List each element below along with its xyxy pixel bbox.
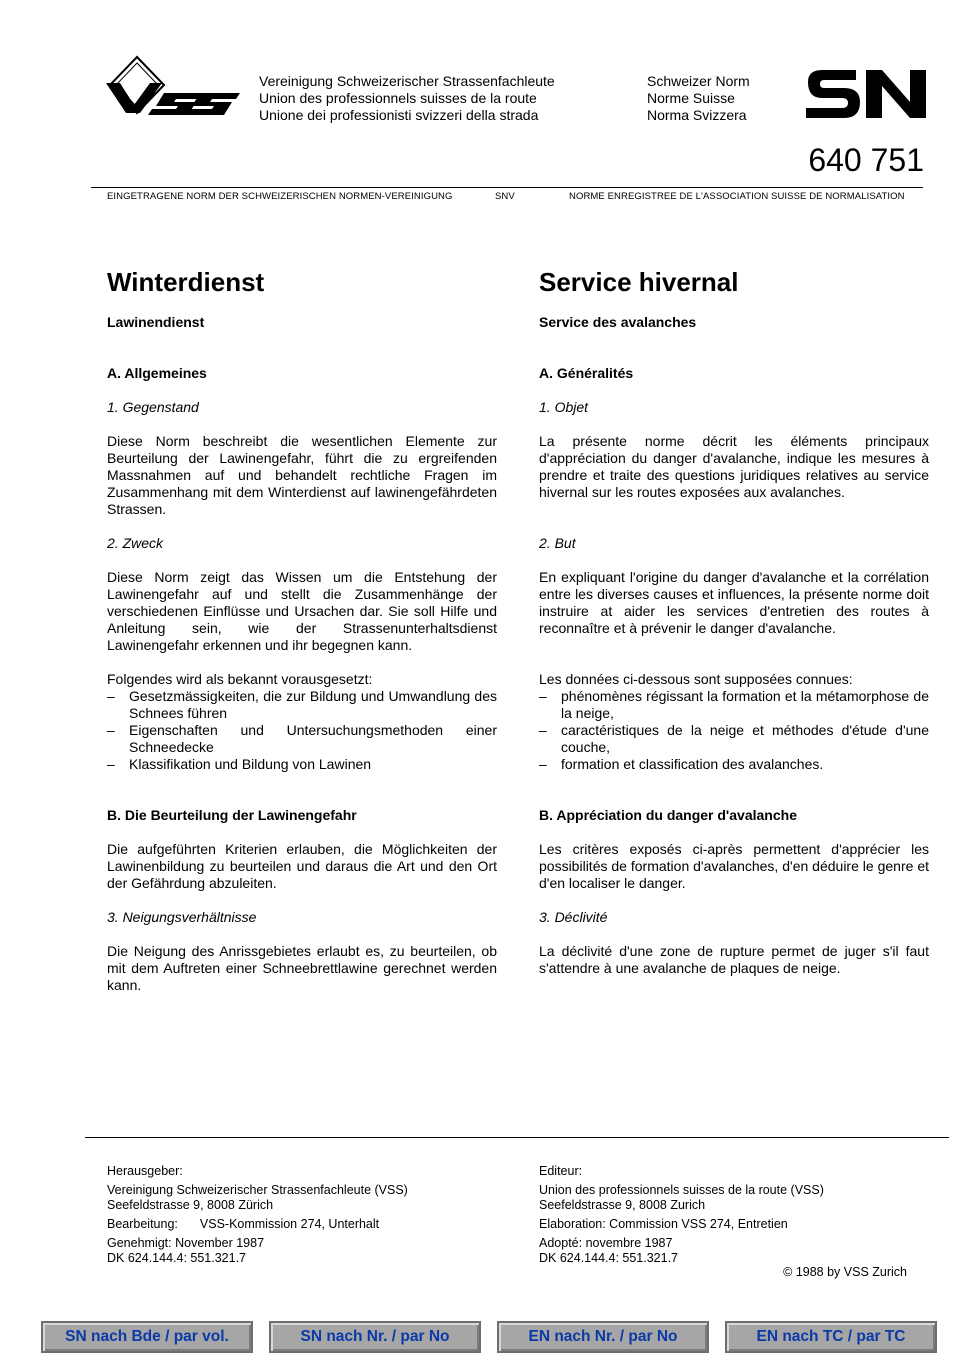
title-fr: Service hivernal	[539, 267, 739, 297]
list-item: – Eigenschaften und Untersuchungsmethoden einer Schneedecke	[107, 722, 497, 756]
editor-name-fr: Union des professionnels suisses de la route (VSS)	[539, 1183, 824, 1197]
organization-names	[259, 73, 555, 124]
editor-address-de: Seefeldstrasse 9, 8008 Zürich	[107, 1198, 274, 1212]
elaboration-de	[107, 1217, 507, 1232]
subsection-2-heading-fr: 2. But	[539, 535, 576, 551]
registration-fr: NORME ENREGISTREE DE L'ASSOCIATION SUISSE DE NORMALISATION	[569, 191, 905, 202]
subsection-2-heading-de: 2. Zweck	[107, 535, 164, 551]
en-by-number-button[interactable]: EN nach Nr. / par No	[497, 1321, 709, 1353]
editor-address-fr: Seefeldstrasse 9, 8008 Zurich	[539, 1198, 706, 1212]
header-divider	[91, 187, 923, 188]
paragraph-4-fr: Les critères exposés ci-après permettent d'apprécier les possibilités de formation d'avalanches, d'en déduire le genre et d'en localiser le danger.	[539, 841, 929, 891]
paragraph-2-de: Diese Norm zeigt das Wissen um die Entstehung der Lawinengefahr auf und stellt die Zusammenhänge der verschiedenen Einflüsse und Ursachen dar. Sie soll Hilfe und Anleitung sein, wie der Strassenunterhaltsdienst Lawinengefahr erkennen und ihr begegnen kann.	[107, 569, 497, 653]
norm-type-de: Schweizer Norm	[647, 73, 750, 89]
column-french	[539, 267, 929, 977]
sn-by-number-button[interactable]: SN nach Nr. / par No	[269, 1321, 481, 1353]
org-name-fr: Union des professionnels suisses de la route	[259, 90, 537, 106]
editor-name-de: Vereinigung Schweizerischer Strassenfachleute (VSS)	[107, 1183, 408, 1197]
list-item: – Klassifikation und Bildung von Lawinen	[107, 756, 497, 773]
title-de: Winterdienst	[107, 267, 265, 297]
copyright: © 1988 by VSS Zurich	[783, 1265, 907, 1279]
norm-type-names	[647, 73, 750, 124]
approved-de: Genehmigt: November 1987	[107, 1236, 265, 1250]
sn-logo	[804, 68, 928, 120]
org-name-de: Vereinigung Schweizerischer Strassenfachleute	[259, 73, 555, 89]
dk-code-de: DK 624.144.4: 551.321.7	[107, 1251, 247, 1265]
footer-french	[539, 1164, 929, 1280]
subsection-1-heading-fr: 1. Objet	[539, 399, 589, 415]
norm-type-it: Norma Svizzera	[647, 107, 747, 123]
column-german	[107, 267, 497, 994]
paragraph-5-fr: La déclivité d'une zone de rupture permet de juger s'il faut s'attendre à une avalanche de plaques de neige.	[539, 943, 929, 976]
footer-german	[107, 1164, 507, 1266]
sn-by-volume-button[interactable]: SN nach Bde / par vol.	[41, 1321, 253, 1353]
paragraph-5-de: Die Neigung des Anrissgebietes erlaubt es, zu beurteilen, ob mit dem Auftreten einer Schneebrettlawine gerechnet werden kann.	[107, 943, 497, 993]
footer-divider	[85, 1137, 949, 1138]
elaboration-label-de: Bearbeitung:	[107, 1217, 178, 1231]
elaboration-fr: Elaboration: Commission VSS 274, Entretien	[539, 1217, 788, 1231]
en-by-tc-button[interactable]: EN nach TC / par TC	[725, 1321, 937, 1353]
elaboration-value-de: VSS-Kommission 274, Unterhalt	[199, 1217, 380, 1231]
norm-type-fr: Norme Suisse	[647, 90, 735, 106]
list-item: – caractéristiques de la neige et méthodes d'étude d'une couche,	[539, 722, 929, 756]
section-b-heading-de: B. Die Beurteilung der Lawinengefahr	[107, 807, 357, 823]
paragraph-1-fr: La présente norme décrit les éléments principaux d'appréciation du danger d'avalanche, indique les mesures à prendre et traite des questions juridiques relatives au service hivernal sur les routes exposées aux avalanches.	[539, 433, 929, 500]
editor-label-fr: Editeur:	[539, 1164, 583, 1178]
assumptions-list-de	[107, 688, 497, 773]
subsection-1-heading-de: 1. Gegenstand	[107, 399, 199, 415]
section-a-heading-fr: A. Généralités	[539, 365, 634, 381]
norm-number: 640 751	[808, 142, 924, 178]
org-name-it: Unione dei professionisti svizzeri della strada	[259, 107, 539, 123]
list-item: – Gesetzmässigkeiten, die zur Bildung und Umwandlung des Schnees führen	[107, 688, 497, 722]
section-a-heading-de: A. Allgemeines	[107, 365, 207, 381]
paragraph-3-de: Folgendes wird als bekannt vorausgesetzt:	[107, 671, 373, 687]
section-b-heading-fr: B. Appréciation du danger d'avalanche	[539, 807, 797, 823]
paragraph-1-de: Diese Norm beschreibt die wesentlichen Elemente zur Beurteilung der Lawinengefahr, führt die zu ergreifenden Massnahmen auf und behandelt rechtliche Fragen im Zusammenhang mit dem Winterdienst auf lawinengefährdeten Strassen.	[107, 433, 497, 517]
paragraph-3-fr: Les données ci-dessous sont supposées connues:	[539, 671, 853, 687]
editor-label-de: Herausgeber:	[107, 1164, 183, 1178]
assumptions-list-fr	[539, 688, 929, 773]
subsection-3-heading-de: 3. Neigungsverhältnisse	[107, 909, 257, 925]
paragraph-4-de: Die aufgeführten Kriterien erlauben, die Möglichkeiten der Lawinenbildung zu beurteilen und daraus die Art und den Ort der Gefährdung abzuleiten.	[107, 841, 497, 891]
subtitle-fr: Service des avalanches	[539, 314, 697, 330]
registration-snv: SNV	[495, 191, 515, 202]
dk-code-fr: DK 624.144.4: 551.321.7	[539, 1251, 679, 1265]
approved-fr: Adopté: novembre 1987	[539, 1236, 673, 1250]
subsection-3-heading-fr: 3. Déclivité	[539, 909, 608, 925]
paragraph-2-fr: En expliquant l'origine du danger d'avalanche et la corrélation entre les diverses causes et influences, la présente norme doit instruire at aider les services d'entretien des routes à reconnaître et à prévenir le danger d'avalanche.	[539, 569, 929, 636]
list-item: – phénomènes régissant la formation et la métamorphose de la neige,	[539, 688, 929, 722]
registration-de: EINGETRAGENE NORM DER SCHWEIZERISCHEN NORMEN-VEREINIGUNG	[107, 191, 453, 202]
subtitle-de: Lawinendienst	[107, 314, 205, 330]
list-item: – formation et classification des avalanches.	[539, 756, 929, 773]
vss-logo	[104, 55, 244, 123]
